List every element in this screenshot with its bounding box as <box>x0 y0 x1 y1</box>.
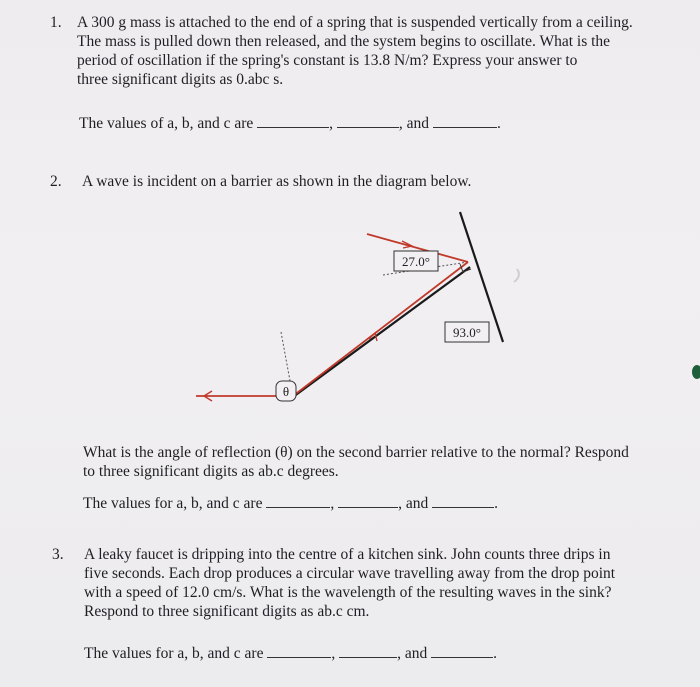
q2-answer-line <box>83 493 498 513</box>
q1-line-1: A 300 g mass is attached to the end of a spring that is suspended vertically from a ceiling. <box>77 14 633 31</box>
q3-line-3: with a speed of 12.0 cm/s. What is the wavelength of the resulting waves in the sink? <box>84 584 612 601</box>
q2-intro: A wave is incident on a barrier as shown in the diagram below. <box>82 173 472 190</box>
reflected-ray-1 <box>293 262 468 396</box>
angle-right-label: 93.0° <box>453 325 481 340</box>
q2-question <box>83 443 683 481</box>
page-mark <box>514 269 519 282</box>
angle-top-label: 27.0° <box>402 254 430 269</box>
q2-blank-b[interactable] <box>338 493 398 508</box>
q2-blank-c[interactable] <box>432 493 494 508</box>
q3-line-2: five seconds. Each drop produces a circular wave travelling away from the drop point <box>84 565 616 582</box>
q3-line-4: Respond to three significant digits as ab.c cm. <box>84 603 370 620</box>
q1-line-2: The mass is pulled down then released, and the system begins to oscillate. What is the <box>77 33 611 50</box>
q3-line-1: A leaky faucet is dripping into the centre of a kitchen sink. John counts three drips in <box>84 546 611 563</box>
q1-comma: , <box>329 115 334 132</box>
q2-values-prefix: The values for a, b, and c are <box>83 495 263 512</box>
q3-comma: , <box>331 645 336 662</box>
q3-number: 3. <box>52 546 64 563</box>
q3-and: , and <box>397 645 428 662</box>
q3-blank-b[interactable] <box>339 643 397 658</box>
q1-values-prefix: The values of a, b, and c are <box>79 115 254 132</box>
q1-line-4: three significant digits as 0.abc s. <box>77 71 284 88</box>
q2-number: 2. <box>50 173 62 190</box>
theta-label: θ <box>282 384 290 399</box>
q3-end: . <box>493 645 497 662</box>
q2-comma: , <box>330 495 335 512</box>
q1-end: . <box>496 115 501 132</box>
q2-question-line-1: What is the angle of reflection (θ) on the second barrier relative to the normal? Respond <box>83 444 629 461</box>
q3-answer-line <box>84 643 497 663</box>
q3-values-prefix: The values for a, b, and c are <box>84 645 264 662</box>
q2-blank-a[interactable] <box>266 493 330 508</box>
q2-end: . <box>494 495 498 512</box>
q2-and: , and <box>398 495 429 512</box>
q3-blank-c[interactable] <box>431 643 493 658</box>
q1-line-3: period of oscillation if the spring's constant is 13.8 N/m? Express your answer to <box>77 52 578 69</box>
q3-text <box>84 545 684 621</box>
barrier-1 <box>293 267 470 397</box>
q1-and: , and <box>398 115 430 132</box>
q1-number: 1. <box>50 14 62 31</box>
page-edge-dot <box>692 365 700 379</box>
q2-question-line-2: to three significant digits as ab.c degrees. <box>83 463 339 480</box>
q3-blank-a[interactable] <box>267 643 331 658</box>
